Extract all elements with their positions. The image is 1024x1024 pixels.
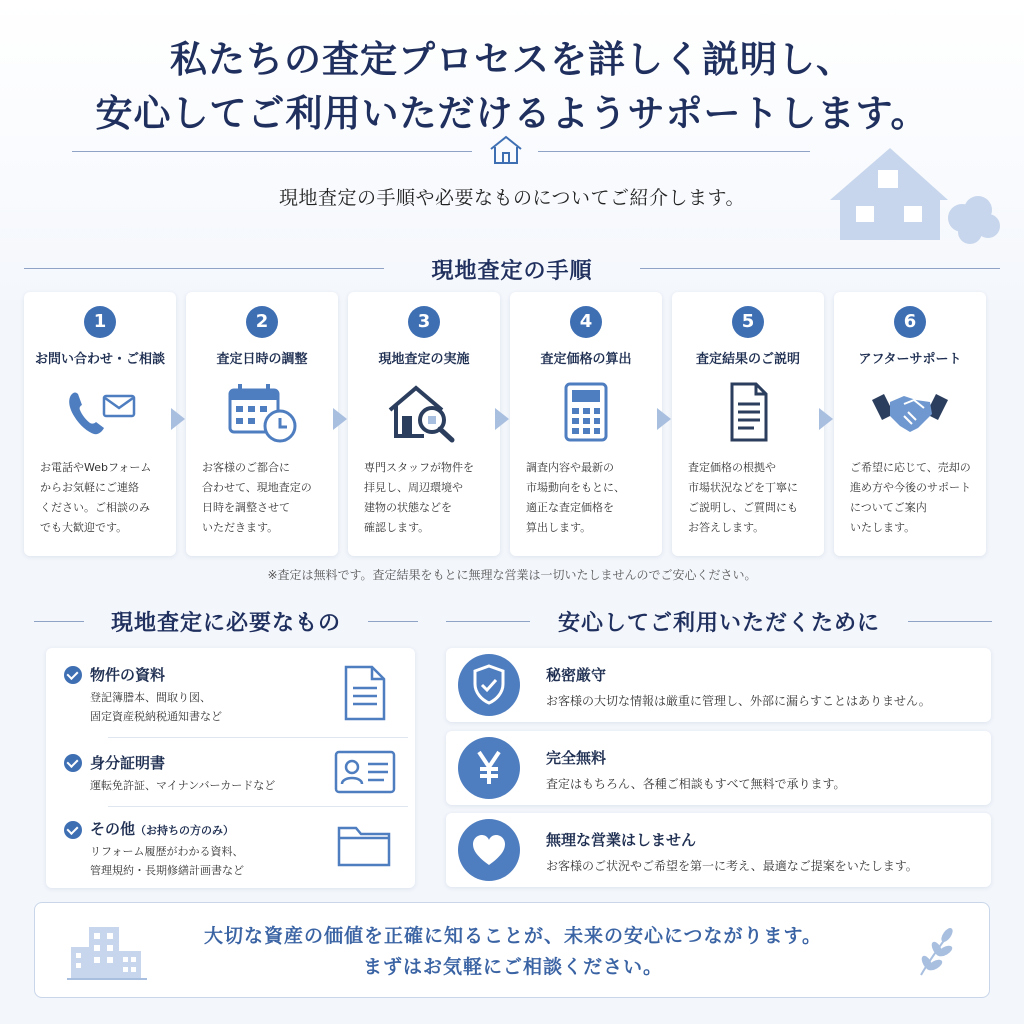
assurance-card-no-pressure: [446, 813, 991, 887]
step-number: 4: [570, 306, 602, 338]
desc-line: でも大歓迎です。: [40, 521, 128, 534]
check-icon: [64, 754, 82, 772]
required-heading: 現地査定に必要なもの: [110, 610, 341, 636]
required-item-title: [90, 818, 234, 839]
desc-line: お電話やWebフォーム: [40, 461, 152, 474]
step-arrow-icon: [495, 408, 509, 430]
desc-line: ご希望に応じて、売却の: [850, 461, 971, 474]
desc-line: 運転免許証、マイナンバーカードなど: [90, 779, 276, 792]
step-title: アフターサポート: [858, 352, 962, 367]
steps-rule-left: [24, 268, 384, 269]
desc-line: 登記簿謄本、間取り図、: [90, 691, 211, 704]
page-title-line-2: 安心してご利用いただけるようサポートします。: [95, 91, 929, 135]
desc-line: 査定価格の根拠や: [688, 461, 776, 474]
assurance-title: 秘密厳守: [546, 666, 607, 684]
assurance-description: お客様の大切な情報は厳重に管理し、外部に漏らすことはありません。: [546, 694, 931, 708]
assurance-card-confidential: [446, 648, 991, 722]
desc-line: ご説明し、ご質問にも: [688, 501, 798, 514]
desc-line: 進め方や今後のサポート: [850, 481, 971, 494]
step-number: 5: [732, 306, 764, 338]
step-description: [688, 458, 814, 538]
assurance-rule-right: [908, 621, 992, 622]
desc-line: お客様のご都合に: [202, 461, 290, 474]
desc-line: からお気軽にご連絡: [40, 481, 139, 494]
steps-rule-right: [640, 268, 1000, 269]
step-card-3: [348, 292, 500, 556]
step-title: 現地査定の実施: [378, 352, 470, 367]
desc-line: お答えします。: [688, 521, 765, 534]
check-icon: [64, 666, 82, 684]
calendar-clock-icon: [222, 380, 302, 444]
house-outline-icon: [488, 134, 524, 166]
desc-line: 市場動向をもとに、: [526, 481, 625, 494]
free-note: ※査定は無料です。査定結果をもとに無理な営業は一切いたしませんのでご安心ください。: [267, 568, 757, 582]
page-title-line-1: 私たちの査定プロセスを詳しく説明し、: [170, 37, 854, 81]
step-card-6: [834, 292, 986, 556]
desc-line: 専門スタッフが物件を: [364, 461, 474, 474]
desc-line: 管理規約・長期修繕計画書など: [90, 864, 244, 877]
assurance-description: お客様のご状況やご希望を第一に考え、最適なご提案をいたします。: [546, 859, 918, 873]
desc-line: 確認します。: [364, 521, 430, 534]
step-description: [40, 458, 166, 538]
id-card-icon: [334, 750, 396, 794]
required-item-title: 物件の資料: [90, 666, 166, 684]
desc-line: 市場状況などを丁寧に: [688, 481, 798, 494]
page-title: [0, 32, 1024, 140]
desc-line: いたします。: [850, 521, 916, 534]
divider: [108, 806, 408, 807]
shield-check-icon: [458, 654, 520, 716]
decorative-house-icon: [830, 140, 1000, 250]
desc-line: についてご案内: [850, 501, 927, 514]
step-card-5: [672, 292, 824, 556]
required-item-title-text: その他: [90, 820, 136, 838]
calculator-icon: [546, 380, 626, 444]
folder-icon: [336, 822, 392, 868]
required-item-description: [90, 776, 275, 795]
steps-heading: 現地査定の手順: [431, 258, 593, 284]
step-number: 1: [84, 306, 116, 338]
desc-line: 適正な査定価格を: [526, 501, 614, 514]
required-item-title: 身分証明書: [90, 754, 166, 772]
step-title: 査定価格の算出: [540, 352, 632, 367]
phone-mail-icon: [60, 380, 140, 444]
assurance-title: 完全無料: [546, 749, 607, 767]
assurance-card-free: [446, 731, 991, 805]
desc-line: 建物の状態などを: [364, 501, 452, 514]
desc-line: 合わせて、現地査定の: [202, 481, 312, 494]
step-arrow-icon: [657, 408, 671, 430]
desc-line: 算出します。: [526, 521, 592, 534]
desc-line: いただきます。: [202, 521, 279, 534]
step-card-2: [186, 292, 338, 556]
step-description: [526, 458, 652, 538]
banner-line-1: 大切な資産の価値を正確に知ることが、未来の安心につながります。: [203, 925, 823, 947]
desc-line: 固定資産税納税通知書など: [90, 710, 222, 723]
handshake-icon: [870, 380, 950, 444]
step-number: 6: [894, 306, 926, 338]
step-description: [364, 458, 490, 538]
assurance-description: 査定はもちろん、各種ご相談もすべて無料で承ります。: [546, 777, 846, 791]
step-card-1: [24, 292, 176, 556]
leaf-icon: [911, 925, 961, 979]
desc-line: リフォーム履歴がわかる資料、: [90, 845, 244, 858]
document-icon: [708, 380, 788, 444]
banner-message: [35, 921, 991, 983]
step-number: 3: [408, 306, 440, 338]
assurance-rule-left: [446, 621, 530, 622]
assurance-title: 無理な営業はしません: [546, 831, 697, 849]
step-number: 2: [246, 306, 278, 338]
step-arrow-icon: [819, 408, 833, 430]
document-icon: [342, 664, 388, 722]
required-items-panel: [46, 648, 415, 888]
desc-line: 日時を調整させて: [202, 501, 290, 514]
house-magnifier-icon: [384, 380, 464, 444]
title-rule-left: [72, 151, 472, 152]
desc-line: 拝見し、周辺環境や: [364, 481, 463, 494]
required-item-description: [90, 842, 244, 880]
step-arrow-icon: [333, 408, 347, 430]
step-description: [202, 458, 328, 538]
step-description: [850, 458, 976, 538]
step-title: 査定結果のご説明: [695, 352, 800, 367]
required-item-description: [90, 688, 222, 726]
check-icon: [64, 821, 82, 839]
required-rule-right: [368, 621, 418, 622]
divider: [108, 737, 408, 738]
banner-line-2: まずはお気軽にご相談ください。: [362, 956, 663, 978]
required-item-title-note: （お持ちの方のみ）: [135, 824, 235, 837]
desc-line: 調査内容や最新の: [526, 461, 614, 474]
title-rule-right: [538, 151, 810, 152]
step-title: お問い合わせ・ご相談: [34, 352, 165, 367]
heart-icon: [458, 819, 520, 881]
step-arrow-icon: [171, 408, 185, 430]
assurance-heading: 安心してご利用いただくために: [557, 610, 880, 636]
step-card-4: [510, 292, 662, 556]
desc-line: ください。ご相談のみ: [40, 501, 150, 514]
yen-icon: [458, 737, 520, 799]
required-rule-left: [34, 621, 84, 622]
page-subtitle: 現地査定の手順や必要なものについてご紹介します。: [278, 187, 746, 209]
step-title: 査定日時の調整: [216, 352, 308, 367]
bottom-banner: [34, 902, 990, 998]
